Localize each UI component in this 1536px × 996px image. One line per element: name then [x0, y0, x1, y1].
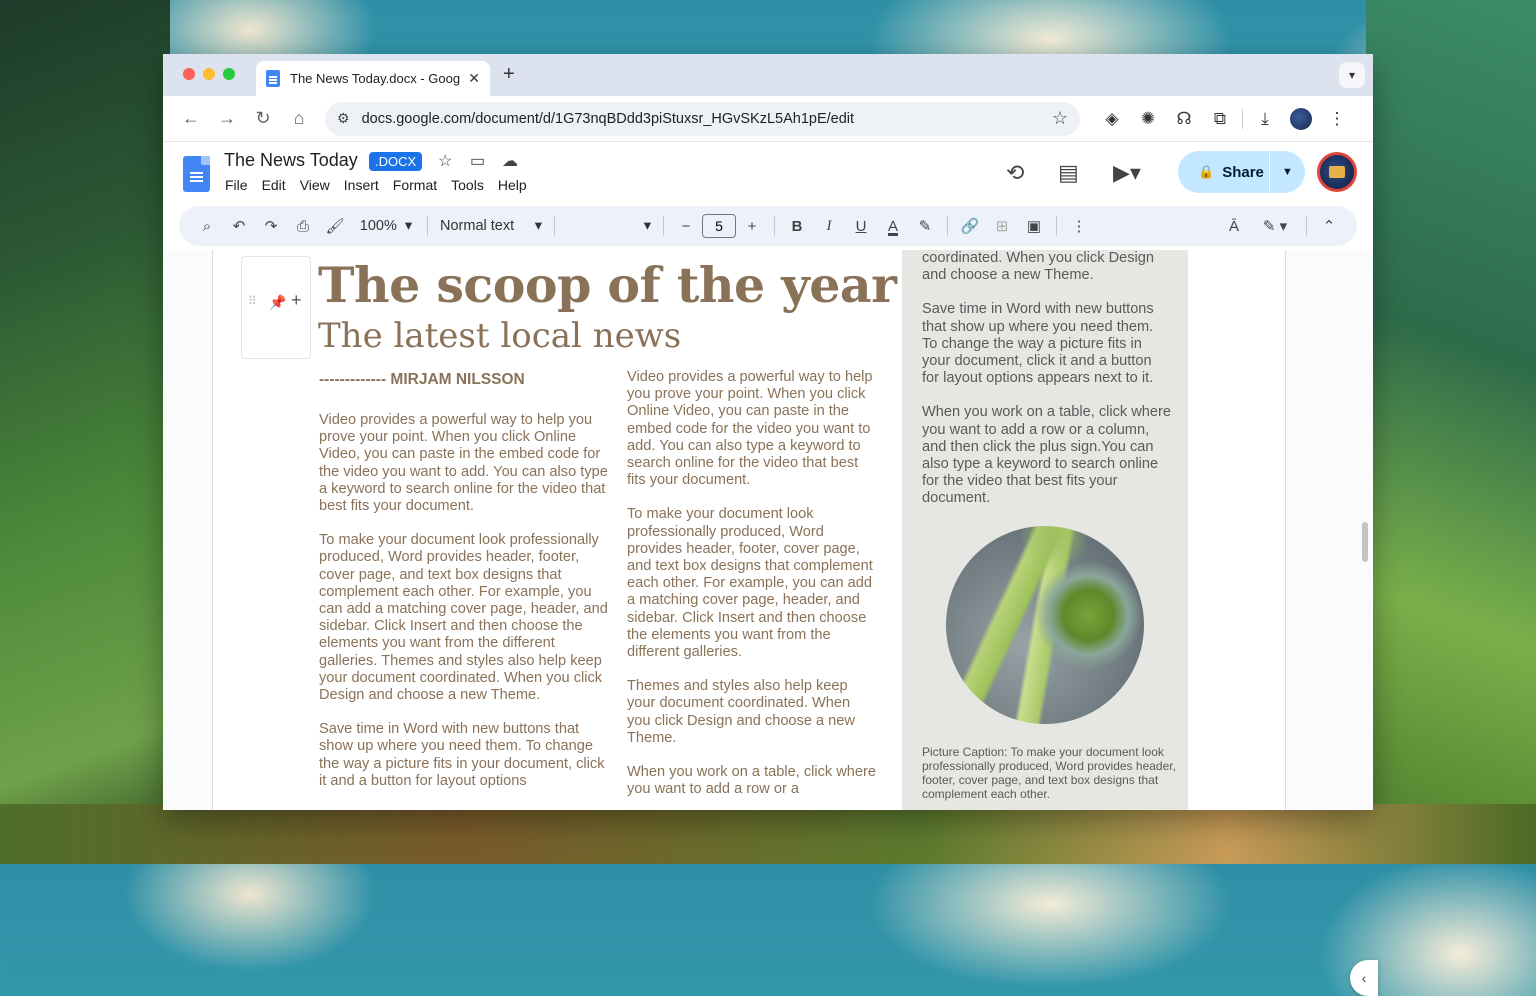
paint-format-icon[interactable]: 🖌	[325, 218, 345, 235]
maximize-window-button[interactable]	[223, 68, 235, 80]
menu-bar	[225, 177, 541, 193]
article-column-2[interactable]	[627, 369, 877, 815]
share-button[interactable]	[1178, 151, 1305, 193]
subheadline[interactable]: The latest local news	[318, 316, 682, 356]
tab-strip	[163, 54, 1373, 96]
comments-icon[interactable]: ▤	[1058, 160, 1079, 185]
document-title[interactable]: The News Today	[224, 150, 358, 170]
menu-help[interactable]: Help	[497, 177, 527, 193]
insert-link-icon[interactable]: 🔗	[960, 218, 980, 235]
lock-icon: 🔒	[1198, 164, 1215, 179]
menu-edit[interactable]: Edit	[261, 177, 286, 193]
font-size-input[interactable]: 5	[702, 214, 736, 238]
drag-handle-icon[interactable]: ⠿	[248, 294, 257, 308]
underline-icon[interactable]: U	[855, 217, 867, 235]
meet-camera-icon[interactable]: ▶▾	[1113, 160, 1141, 185]
picture-caption[interactable]: Picture Caption: To make your document look professionally produced, Word provides header, footer, cover page, and text box designs that complement each other.	[922, 745, 1176, 801]
document-canvas	[163, 250, 1373, 986]
bookmark-star-icon[interactable]: ☆	[1051, 108, 1068, 128]
paragraph[interactable]: When you work on a table, click where you want to add a row or a column, and then click the plus sign.You can also type a keyword to search online for the video that best fits your document.	[922, 404, 1172, 507]
paragraph-style-select[interactable]: Normal text ▾	[440, 218, 542, 234]
address-bar[interactable]	[325, 102, 1080, 136]
reload-icon[interactable]: ↻	[255, 108, 271, 128]
print-icon[interactable]: ⎙	[296, 217, 309, 235]
tab-close-icon[interactable]: ✕	[468, 70, 480, 86]
bold-icon[interactable]: B	[791, 217, 803, 235]
close-window-button[interactable]	[183, 68, 195, 80]
flower-extension-icon[interactable]: ✺	[1140, 108, 1156, 128]
add-icon[interactable]: +	[291, 290, 302, 310]
vertical-scrollbar[interactable]	[1362, 522, 1368, 562]
version-history-icon[interactable]: ⟲	[1006, 160, 1025, 185]
paragraph[interactable]: Video provides a powerful way to help you prove your point. When you click Online Video, you can paste in the embed code for the video you want to add. You can also type a keyword to search online for the video that best fits your document.	[319, 412, 608, 515]
italic-icon[interactable]: I	[826, 217, 832, 234]
paragraph[interactable]: When you work on a table, click where you want to add a row or a	[627, 764, 877, 798]
share-label: Share	[1222, 163, 1264, 181]
layers-extension-icon[interactable]: ◈	[1105, 108, 1119, 128]
account-avatar[interactable]	[1317, 152, 1357, 192]
tab-search-chevron-icon[interactable]: ▾	[1339, 62, 1365, 88]
formatting-toolbar	[179, 206, 1357, 246]
redo-icon[interactable]: ↷	[264, 218, 278, 235]
building-block-handle[interactable]	[241, 256, 311, 359]
paragraph[interactable]: Save time in Word with new buttons that show up where you need them. To change the way a picture fits in your document, click it and a button for layout options appears next to it.	[922, 301, 1154, 387]
docs-favicon-icon	[266, 70, 280, 87]
editing-mode-icon[interactable]: ✎ ▾	[1262, 218, 1288, 235]
decrease-font-size-icon[interactable]: −	[681, 217, 691, 235]
new-tab-button[interactable]: +	[503, 63, 515, 85]
back-arrow-icon[interactable]: ←	[182, 108, 200, 128]
zoom-select[interactable]: 100% ▾	[359, 218, 413, 234]
url-text[interactable]: docs.google.com/document/d/1G73nqBDdd3piStuxsr_HGvSKzL5Ah1pE/edit	[361, 110, 855, 127]
document-page	[212, 250, 1286, 810]
toolbar-divider	[1242, 109, 1243, 129]
tab-title: The News Today.docx - Goog	[290, 71, 461, 86]
paragraph[interactable]: To make your document look professionally produced, Word provides header, footer, cover page, and text box designs that complement each other. For example, you can add a matching cover page, header, and sidebar. Click Insert and then choose the elements you want from the different galleries.	[627, 506, 873, 661]
window-controls	[183, 68, 235, 80]
site-info-icon[interactable]: ⚙	[337, 110, 350, 126]
docs-logo-icon[interactable]	[183, 156, 210, 192]
spellcheck-icon[interactable]: Ā	[1228, 217, 1239, 235]
side-panel-toggle-icon[interactable]: ‹	[1350, 960, 1378, 996]
move-folder-icon[interactable]: ▭	[470, 153, 486, 170]
docs-header	[163, 142, 1373, 206]
increase-font-size-icon[interactable]: +	[747, 217, 757, 235]
celery-juice-photo[interactable]	[946, 526, 1144, 724]
paragraph[interactable]: coordinated. When you click Design and choose a new Theme.	[922, 250, 1154, 284]
docx-badge: .DOCX	[369, 152, 422, 171]
navigation-bar	[163, 96, 1373, 142]
paragraph[interactable]: Save time in Word with new buttons that show up where you need them. To change the way a picture fits in your document, click it and a button for layout options	[319, 721, 605, 789]
profile-icon[interactable]	[1283, 103, 1319, 135]
paragraph[interactable]: Themes and styles also help keep your document coordinated. When you click Design and choose a new Theme.	[627, 678, 855, 746]
paragraph[interactable]: Video provides a powerful way to help you prove your point. When you click Online Video, you can paste in the embed code for the video you want to add. You can also type a keyword to search online for the video that best fits your document.	[627, 369, 873, 489]
pin-icon[interactable]: 📌	[269, 294, 287, 310]
star-icon[interactable]: ☆	[438, 153, 453, 170]
wallpaper-trees-left	[0, 0, 170, 864]
menu-file[interactable]: File	[225, 177, 248, 193]
menu-view[interactable]: View	[299, 177, 330, 193]
home-icon[interactable]: ⌂	[293, 108, 305, 128]
share-main-button[interactable]	[1178, 151, 1270, 193]
headline[interactable]: The scoop of the year	[318, 256, 897, 314]
insert-image-icon[interactable]: ▣	[1026, 218, 1042, 235]
share-dropdown-icon[interactable]: ▼	[1282, 166, 1293, 178]
more-vert-icon[interactable]: ⋮	[1328, 108, 1346, 128]
puzzle-extension-icon[interactable]: ⧉	[1213, 108, 1227, 128]
download-icon[interactable]: ⤓	[1261, 108, 1269, 128]
font-family-select[interactable]: ▾	[643, 218, 651, 234]
add-comment-icon[interactable]: ⊞	[995, 218, 1009, 235]
browser-tab-active[interactable]	[256, 61, 490, 96]
cloud-status-icon[interactable]: ☁	[502, 153, 518, 170]
browser-window	[163, 54, 1373, 986]
highlight-color-icon[interactable]: ✎	[918, 218, 932, 235]
menu-insert[interactable]: Insert	[343, 177, 379, 193]
text-color-icon[interactable]: A	[887, 217, 898, 235]
search-menus-icon[interactable]: ⌕	[202, 217, 212, 235]
minimize-window-button[interactable]	[203, 68, 215, 80]
collapse-toolbar-icon[interactable]: ⌃	[1322, 218, 1336, 235]
menu-format[interactable]: Format	[392, 177, 438, 193]
more-options-icon[interactable]: ⋮	[1071, 218, 1087, 235]
headphones-extension-icon[interactable]: ☊	[1176, 108, 1192, 128]
sidebar-text[interactable]	[922, 250, 1172, 525]
article-column-1[interactable]	[319, 412, 611, 807]
undo-icon[interactable]: ↶	[232, 218, 246, 235]
forward-arrow-icon[interactable]: →	[218, 108, 236, 128]
byline[interactable]: ------------- MIRJAM NILSSON	[319, 371, 525, 388]
paragraph[interactable]: To make your document look professionally produced, Word provides header, footer, cover page, and text box designs that complement each other. For example, you can add a matching cover page, header, and sidebar. Click Insert and then choose the elements you want from the different galleries. Themes and styles also help keep your document coordinated. When you click Design and choose a new Theme.	[319, 532, 608, 704]
wallpaper-trees-right	[1366, 0, 1536, 864]
menu-tools[interactable]: Tools	[451, 177, 484, 193]
